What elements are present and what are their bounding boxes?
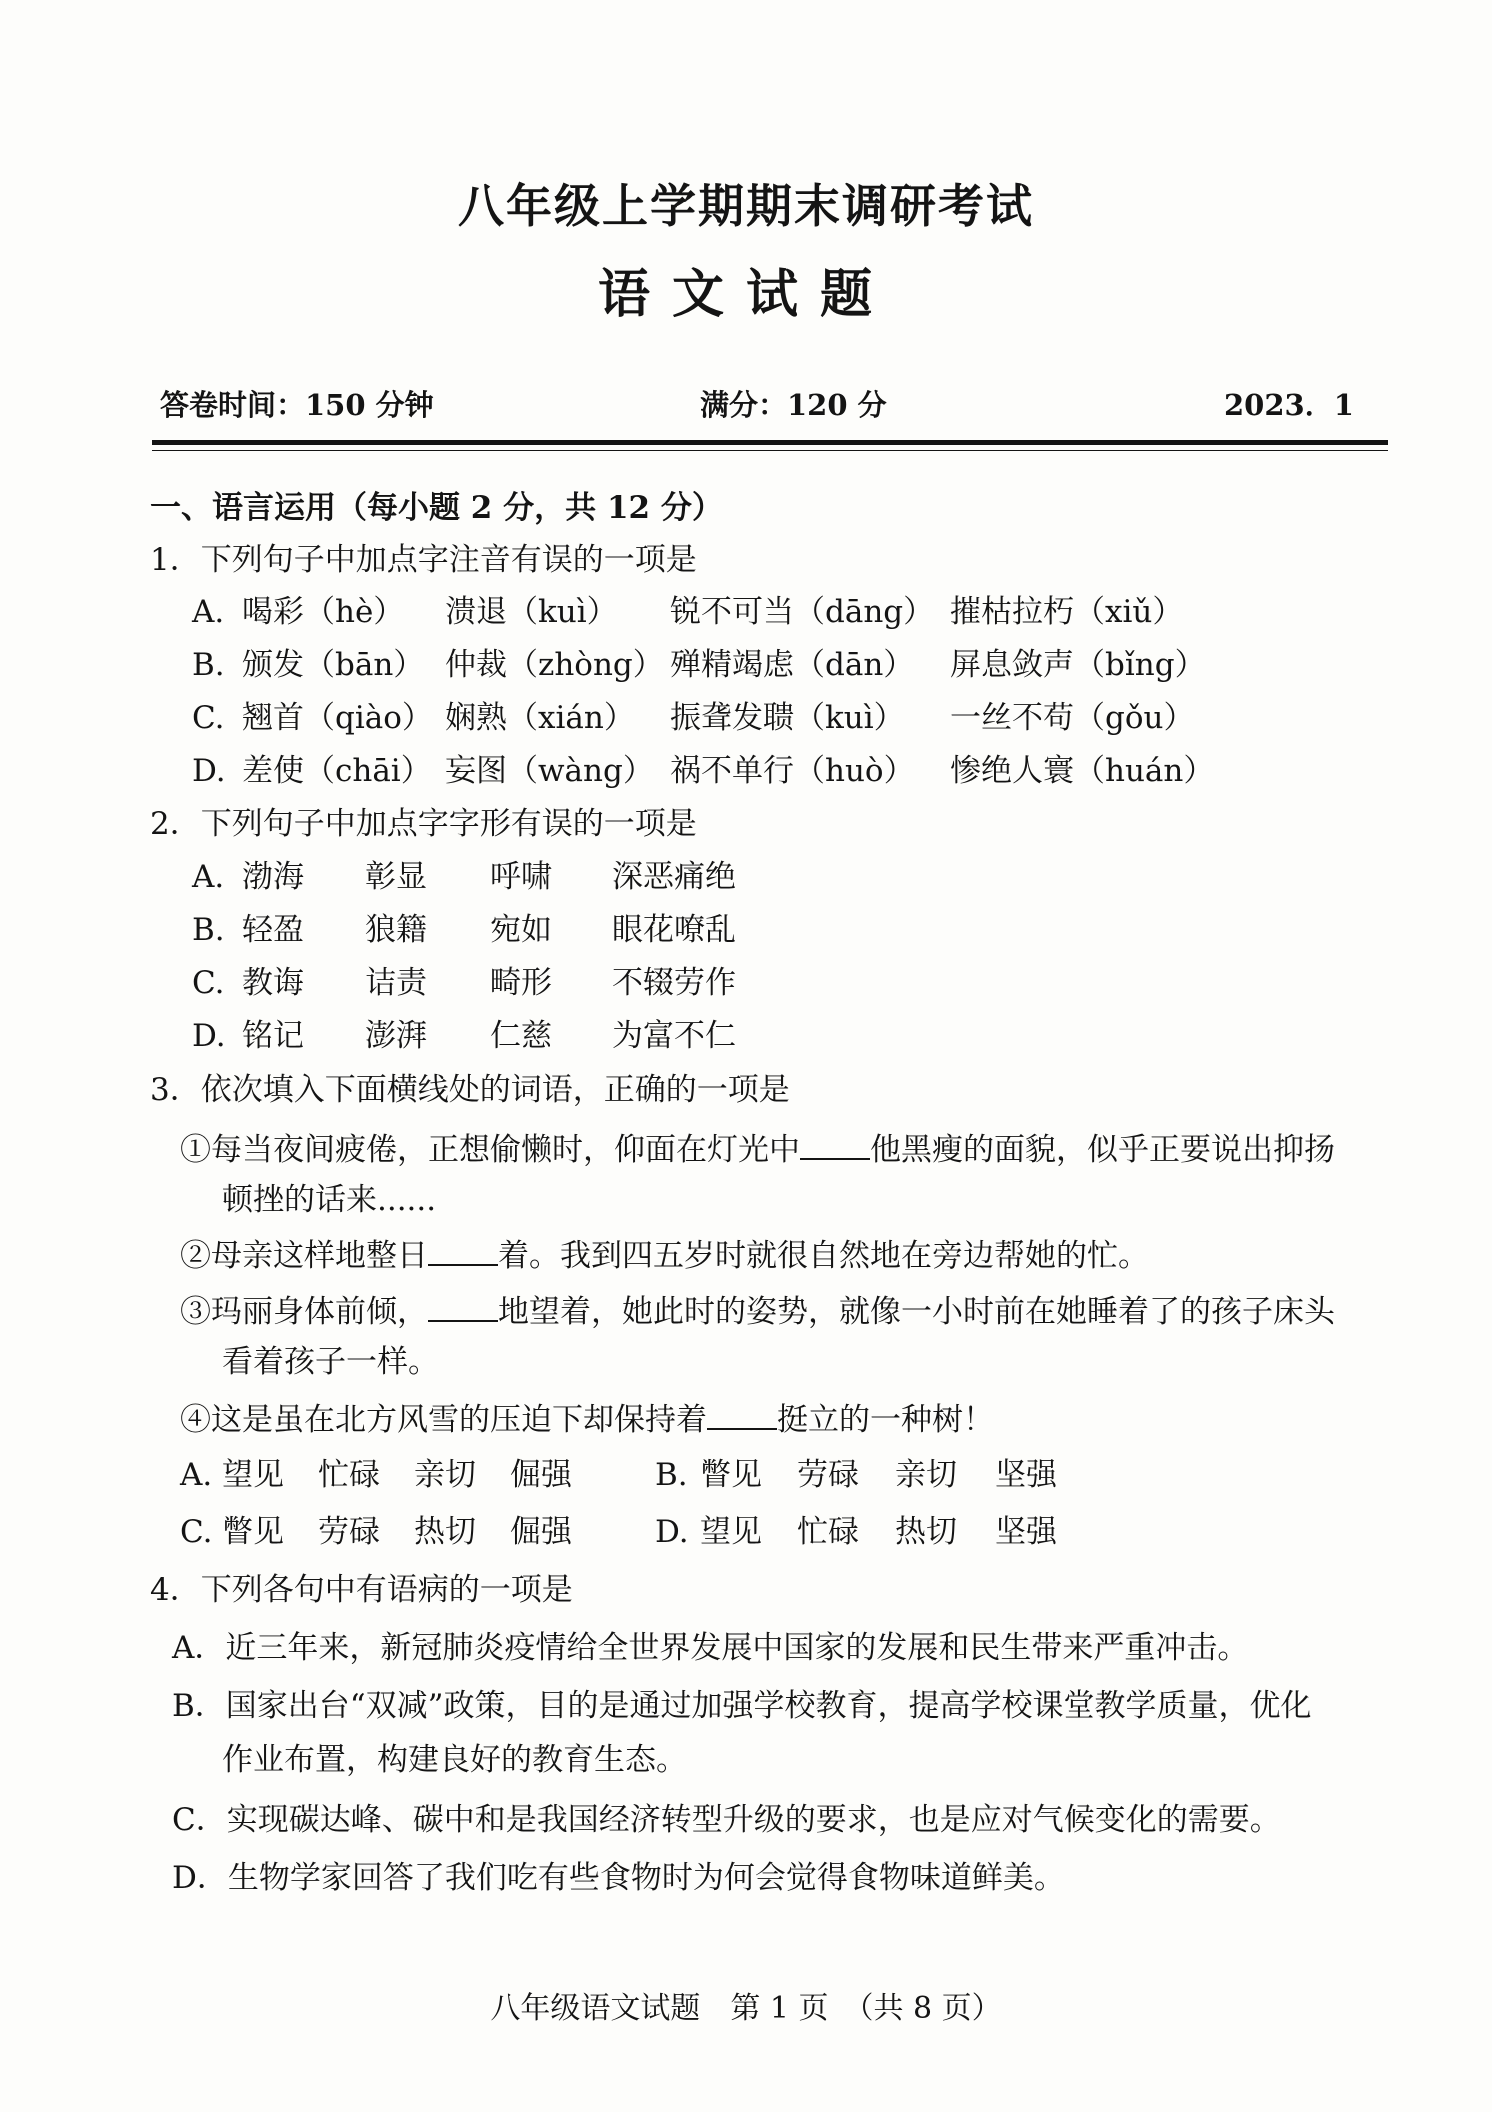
option-item: 溃退（kuì） — [445, 594, 618, 630]
exam-subtitle: 语文试题 — [597, 264, 894, 325]
exam-title: 八年级上学期期末调研考试 — [458, 179, 1034, 233]
option-item: 诘责 — [365, 965, 427, 1001]
option-item: 喝彩（hè） — [242, 594, 405, 630]
option-label: B. — [192, 647, 225, 683]
option-item: 屏息敛声（bǐng） — [950, 647, 1206, 683]
option-item: 锐不可当（dāng） — [670, 594, 935, 630]
option-item: 不辍劳作 — [612, 965, 736, 1001]
option-item: 深恶痛绝 — [612, 859, 736, 895]
option-item: 眼花嘹乱 — [612, 912, 736, 948]
option-item: 为富不仁 — [612, 1018, 736, 1054]
option-label: C. — [192, 965, 225, 1001]
option-label: D. — [192, 1018, 226, 1054]
option-item: 倔强 — [510, 1457, 572, 1493]
question-1-stem: 1．下列句子中加点字注音有误的一项是 — [150, 542, 697, 578]
question-4-option-c: C．实现碳达峰、碳中和是我国经济转型升级的要求，也是应对气候变化的需要。 — [172, 1802, 1281, 1838]
option-item: 惨绝人寰（huán） — [950, 753, 1215, 789]
question-4-stem: 4．下列各句中有语病的一项是 — [150, 1572, 573, 1608]
option-item: 渤海 — [242, 859, 304, 895]
option-item: 彰显 — [365, 859, 427, 895]
blank-line — [707, 1402, 777, 1430]
option-label: D. — [655, 1514, 689, 1550]
option-item: 翘首（qiào） — [242, 700, 433, 736]
option-item: 铭记 — [242, 1018, 304, 1054]
question-3-stem: 3．依次填入下面横线处的词语，正确的一项是 — [150, 1072, 790, 1108]
option-item: 瞥见 — [700, 1457, 762, 1493]
sentence-3: ③玛丽身体前倾， 地望着，她此时的姿势，就像一小时前在她睡着了的孩子床头 — [180, 1294, 1335, 1330]
header-divider — [152, 440, 1388, 445]
option-label: C. — [192, 700, 225, 736]
option-item: 祸不单行（huò） — [670, 753, 915, 789]
option-item: 瞥见 — [222, 1514, 284, 1550]
exam-full-score: 满分：120 分 — [700, 388, 887, 422]
option-label: C. — [180, 1514, 213, 1550]
option-label: A. — [192, 594, 225, 630]
option-item: 差使（chāi） — [242, 753, 432, 789]
option-item: 亲切 — [414, 1457, 476, 1493]
option-item: 教诲 — [242, 965, 304, 1001]
option-item: 仲裁（zhòng） — [445, 647, 664, 683]
option-label: B. — [192, 912, 225, 948]
sentence-1-cont: 顿挫的话来...... — [222, 1182, 437, 1218]
blank-line — [800, 1132, 870, 1160]
option-item: 娴熟（xián） — [445, 700, 635, 736]
option-item: 呼啸 — [490, 859, 552, 895]
option-item: 望见 — [222, 1457, 284, 1493]
blank-line — [428, 1294, 498, 1322]
exam-date: 2023．1 — [1224, 388, 1354, 422]
blank-line — [428, 1238, 498, 1266]
option-item: 倔强 — [510, 1514, 572, 1550]
option-item: 一丝不苟（gǒu） — [950, 700, 1195, 736]
question-2-stem: 2．下列句子中加点字字形有误的一项是 — [150, 806, 697, 842]
option-item: 轻盈 — [242, 912, 304, 948]
option-item: 忙碌 — [318, 1457, 380, 1493]
question-4-option-b-cont: 作业布置，构建良好的教育生态。 — [222, 1742, 687, 1778]
option-item: 坚强 — [995, 1514, 1057, 1550]
sentence-3-cont: 看着孩子一样。 — [222, 1344, 439, 1380]
option-item: 殚精竭虑（dān） — [670, 647, 915, 683]
option-label: B. — [655, 1457, 688, 1493]
question-4-option-d: D．生物学家回答了我们吃有些食物时为何会觉得食物味道鲜美。 — [172, 1860, 1065, 1896]
sentence-1: ①每当夜间疲倦，正想偷懒时，仰面在灯光中 他黑瘦的面貌，似乎正要说出抑扬 — [180, 1132, 1335, 1168]
option-item: 劳碌 — [318, 1514, 380, 1550]
option-item: 亲切 — [895, 1457, 957, 1493]
option-item: 热切 — [414, 1514, 476, 1550]
exam-duration: 答卷时间：150 分钟 — [160, 388, 434, 422]
option-item: 仁慈 — [490, 1018, 552, 1054]
option-item: 狼籍 — [365, 912, 427, 948]
option-item: 宛如 — [490, 912, 552, 948]
option-item: 忙碌 — [797, 1514, 859, 1550]
option-label: A. — [180, 1457, 213, 1493]
option-item: 劳碌 — [797, 1457, 859, 1493]
question-4-option-b: B．国家出台“双减”政策，目的是通过加强学校教育，提高学校课堂教学质量，优化 — [172, 1688, 1312, 1724]
option-item: 澎湃 — [365, 1018, 427, 1054]
section-heading: 一、语言运用（每小题 2 分，共 12 分） — [150, 490, 723, 526]
option-item: 妄图（wàng） — [445, 753, 654, 789]
option-item: 颁发（bān） — [242, 647, 425, 683]
page-footer: 八年级语文试题 第 1 页 （共 8 页） — [490, 1991, 1002, 2026]
option-item: 望见 — [700, 1514, 762, 1550]
sentence-4: ④这是虽在北方风雪的压迫下却保持着 挺立的一种树！ — [180, 1402, 994, 1438]
option-item: 坚强 — [995, 1457, 1057, 1493]
option-label: A. — [192, 859, 225, 895]
option-item: 摧枯拉朽（xiǔ） — [950, 594, 1184, 630]
question-4-option-a: A．近三年来，新冠肺炎疫情给全世界发展中国家的发展和民生带来严重冲击。 — [172, 1630, 1249, 1666]
header-divider-thin — [152, 450, 1388, 451]
option-item: 畸形 — [490, 965, 552, 1001]
option-item: 振聋发聩（kuì） — [670, 700, 905, 736]
option-label: D. — [192, 753, 226, 789]
sentence-2: ②母亲这样地整日 着。我到四五岁时就很自然地在旁边帮她的忙。 — [180, 1238, 1149, 1274]
option-item: 热切 — [895, 1514, 957, 1550]
